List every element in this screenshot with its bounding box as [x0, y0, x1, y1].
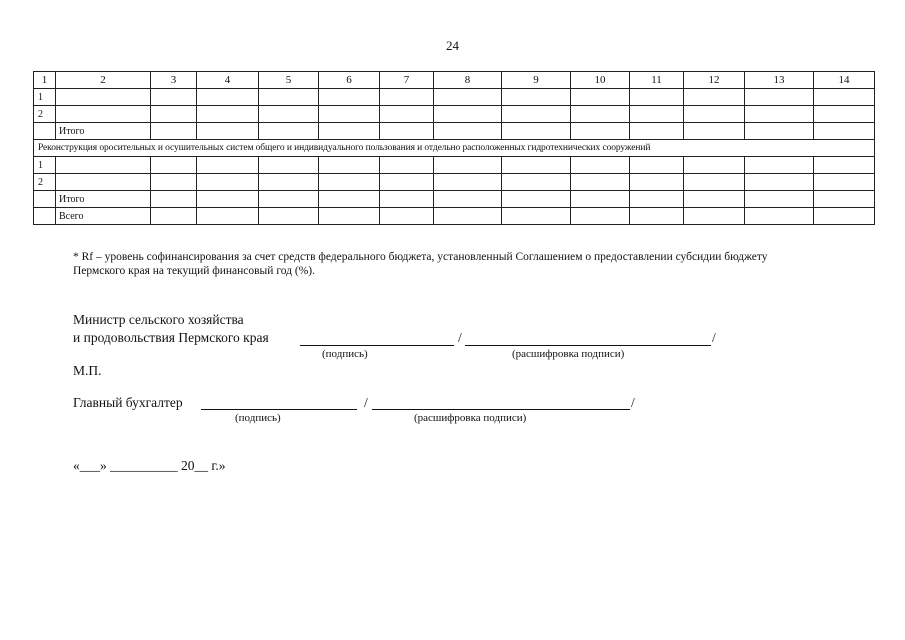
table-row: [34, 89, 875, 106]
column-header: 1: [34, 72, 56, 89]
column-header: 2: [56, 72, 151, 89]
date-line: «___» __________ 20__ г.»: [73, 458, 226, 473]
row-number: 1: [34, 89, 56, 106]
table-row-subtotal: [34, 123, 875, 140]
footnote-line: Пермского края на текущий финансовый год (%).: [73, 265, 316, 277]
table-row: [34, 106, 875, 123]
signature-caption: (подпись): [322, 348, 368, 360]
table-row: [34, 174, 875, 191]
section-title: Реконструкция оросительных и осушительных систем общего и индивидуального пользования и отдельно расположенных гидротехнических сооружений: [34, 140, 875, 157]
row-label: [56, 106, 151, 123]
table-row-subtotal: [34, 191, 875, 208]
row-number: [34, 123, 56, 140]
column-header: 9: [502, 72, 571, 89]
column-header: 3: [151, 72, 197, 89]
accountant-signature-line: [201, 409, 357, 410]
row-number: [34, 208, 56, 225]
signature-caption: (подпись): [235, 412, 281, 424]
row-number: 2: [34, 174, 56, 191]
row-number: [34, 191, 56, 208]
footnote: [73, 250, 873, 278]
column-header: 14: [814, 72, 875, 89]
column-header: 4: [197, 72, 259, 89]
page-number: 24: [446, 38, 459, 53]
data-table: [33, 71, 875, 225]
row-label: [56, 174, 151, 191]
row-label: [56, 157, 151, 174]
accountant-decode-line: [372, 409, 630, 410]
slash-separator: /: [712, 330, 716, 345]
column-header: 12: [684, 72, 745, 89]
slash-separator: /: [631, 395, 635, 410]
decode-caption: (расшифровка подписи): [512, 348, 625, 360]
row-number: 1: [34, 157, 56, 174]
column-header: 10: [571, 72, 630, 89]
footnote-line: * Rf – уровень софинансирования за счет средств федерального бюджета, установленный Соглашением о предоставлении субсидии бюджету: [73, 251, 768, 263]
minister-decode-line: [465, 345, 711, 346]
table-row: [34, 157, 875, 174]
slash-separator: /: [458, 330, 462, 345]
column-header: 7: [380, 72, 434, 89]
table-section-row: [34, 140, 875, 157]
column-header: 8: [434, 72, 502, 89]
row-label: Итого: [56, 191, 151, 208]
accountant-title: Главный бухгалтер: [73, 395, 183, 410]
minister-title-line2: и продовольствия Пермского края: [73, 330, 269, 345]
table-row-total: [34, 208, 875, 225]
column-header: 11: [630, 72, 684, 89]
slash-separator: /: [364, 395, 368, 410]
minister-signature-line: [300, 345, 454, 346]
row-label: Итого: [56, 123, 151, 140]
row-number: 2: [34, 106, 56, 123]
column-header: 13: [745, 72, 814, 89]
row-label: [56, 89, 151, 106]
decode-caption: (расшифровка подписи): [414, 412, 527, 424]
minister-title-line1: Министр сельского хозяйства: [73, 312, 244, 327]
stamp-label: М.П.: [73, 363, 102, 378]
column-header: 5: [259, 72, 319, 89]
table-header-row: [34, 72, 875, 89]
column-header: 6: [319, 72, 380, 89]
row-label: Всего: [56, 208, 151, 225]
